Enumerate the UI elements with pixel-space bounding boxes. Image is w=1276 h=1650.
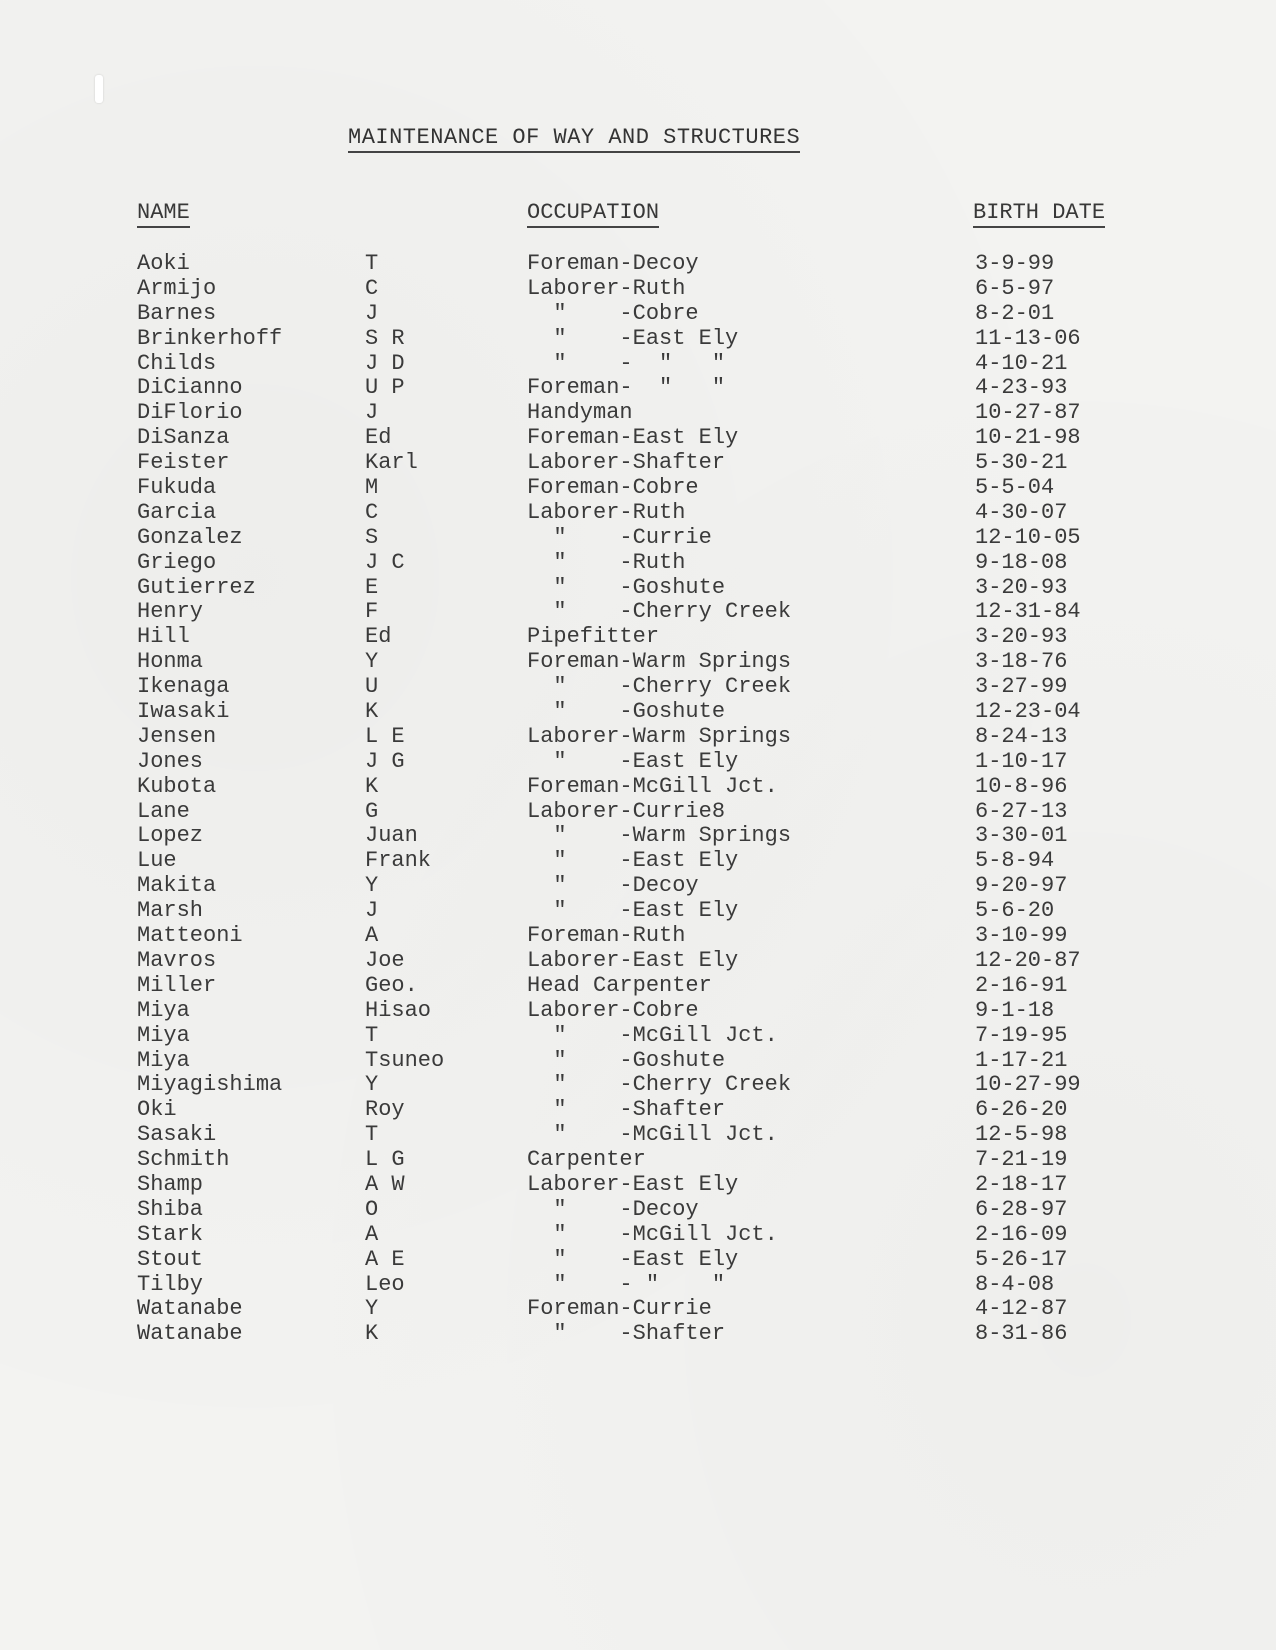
surname-cell: Griego xyxy=(137,549,217,575)
initial-cell: J xyxy=(365,300,379,326)
surname-cell: DiCianno xyxy=(137,375,243,401)
initial-cell: J D xyxy=(365,350,405,376)
occupation-cell: " -Shafter xyxy=(527,1321,726,1347)
table-row xyxy=(0,625,1276,650)
surname-cell: DiSanza xyxy=(137,425,230,451)
surname-cell: Lopez xyxy=(137,823,204,849)
initial-cell: A xyxy=(365,923,379,949)
birth-date-cell: 10-27-99 xyxy=(975,1072,1081,1098)
birth-date-cell: 4-30-07 xyxy=(975,499,1068,525)
table-row xyxy=(0,426,1276,451)
birth-date-cell: 2-16-09 xyxy=(975,1221,1068,1247)
birth-date-cell: 10-8-96 xyxy=(975,773,1068,799)
table-row xyxy=(0,376,1276,401)
occupation-cell: " -East Ely xyxy=(527,748,739,774)
birth-date-cell: 4-10-21 xyxy=(975,350,1068,376)
initial-cell: Frank xyxy=(365,848,432,874)
occupation-cell: " -McGill Jct. xyxy=(527,1022,778,1048)
table-row xyxy=(0,999,1276,1024)
initial-cell: Y xyxy=(365,873,379,899)
table-row xyxy=(0,302,1276,327)
birth-date-cell: 12-5-98 xyxy=(975,1122,1068,1148)
table-row xyxy=(0,1024,1276,1049)
surname-cell: Shamp xyxy=(137,1171,204,1197)
initial-cell: Ed xyxy=(365,425,392,451)
birth-date-cell: 2-18-17 xyxy=(975,1171,1068,1197)
occupation-cell: Head Carpenter xyxy=(527,972,712,998)
surname-cell: Stark xyxy=(137,1221,204,1247)
birth-date-cell: 1-10-17 xyxy=(975,748,1068,774)
table-row xyxy=(0,501,1276,526)
surname-cell: Marsh xyxy=(137,898,204,924)
surname-cell: Jones xyxy=(137,748,204,774)
table-row xyxy=(0,1148,1276,1173)
birth-date-cell: 9-1-18 xyxy=(975,997,1055,1023)
occupation-cell: " -Cherry Creek xyxy=(527,674,792,700)
birth-date-cell: 8-24-13 xyxy=(975,723,1068,749)
surname-cell: Lue xyxy=(137,848,177,874)
initial-cell: U P xyxy=(365,375,405,401)
surname-cell: Shiba xyxy=(137,1196,204,1222)
surname-cell: Tilby xyxy=(137,1271,204,1297)
table-row xyxy=(0,277,1276,302)
occupation-cell: " - " " xyxy=(527,350,726,376)
initial-cell: Ed xyxy=(365,624,392,650)
surname-cell: Kubota xyxy=(137,773,217,799)
table-row xyxy=(0,1248,1276,1273)
birth-date-cell: 3-20-93 xyxy=(975,624,1068,650)
surname-cell: Miya xyxy=(137,1047,190,1073)
surname-cell: Oki xyxy=(137,1097,177,1123)
initial-cell: C xyxy=(365,499,379,525)
birth-date-cell: 2-16-91 xyxy=(975,972,1068,998)
surname-cell: Childs xyxy=(137,350,217,376)
table-row xyxy=(0,401,1276,426)
initial-cell: Y xyxy=(365,1072,379,1098)
occupation-cell: " -Decoy xyxy=(527,1196,699,1222)
occupation-cell: Foreman-Cobre xyxy=(527,475,699,501)
paper-mark xyxy=(95,75,103,103)
employee-list xyxy=(0,252,1276,1347)
table-row xyxy=(0,725,1276,750)
initial-cell: U xyxy=(365,674,379,700)
occupation-cell: Laborer-Ruth xyxy=(527,499,686,525)
initial-cell: Y xyxy=(365,1296,379,1322)
surname-cell: Honma xyxy=(137,649,204,675)
initial-cell: Juan xyxy=(365,823,418,849)
occupation-cell: Foreman-Warm Springs xyxy=(527,649,792,675)
birth-date-cell: 1-17-21 xyxy=(975,1047,1068,1073)
column-header-name: NAME xyxy=(137,200,190,228)
table-row xyxy=(0,352,1276,377)
occupation-cell: Foreman-Decoy xyxy=(527,251,699,276)
surname-cell: Feister xyxy=(137,450,230,476)
birth-date-cell: 10-21-98 xyxy=(975,425,1081,451)
initial-cell: Y xyxy=(365,649,379,675)
initial-cell: K xyxy=(365,773,379,799)
initial-cell: T xyxy=(365,1022,379,1048)
surname-cell: Fukuda xyxy=(137,475,217,501)
surname-cell: Jensen xyxy=(137,723,217,749)
occupation-cell: Carpenter xyxy=(527,1147,646,1173)
table-row xyxy=(0,775,1276,800)
surname-cell: Schmith xyxy=(137,1147,230,1173)
occupation-cell: " -Ruth xyxy=(527,549,686,575)
occupation-cell: Laborer-Warm Springs xyxy=(527,723,792,749)
table-row xyxy=(0,252,1276,277)
table-row xyxy=(0,700,1276,725)
birth-date-cell: 6-27-13 xyxy=(975,798,1068,824)
initial-cell: T xyxy=(365,1122,379,1148)
initial-cell: K xyxy=(365,699,379,725)
birth-date-cell: 12-31-84 xyxy=(975,599,1081,625)
table-row xyxy=(0,1123,1276,1148)
occupation-cell: Foreman-East Ely xyxy=(527,425,739,451)
birth-date-cell: 11-13-06 xyxy=(975,325,1081,351)
table-row xyxy=(0,1098,1276,1123)
surname-cell: Gutierrez xyxy=(137,574,256,600)
table-row xyxy=(0,576,1276,601)
initial-cell: O xyxy=(365,1196,379,1222)
birth-date-cell: 10-27-87 xyxy=(975,400,1081,426)
occupation-cell: " -East Ely xyxy=(527,325,739,351)
surname-cell: Sasaki xyxy=(137,1122,217,1148)
table-row xyxy=(0,849,1276,874)
initial-cell: J xyxy=(365,400,379,426)
surname-cell: DiFlorio xyxy=(137,400,243,426)
table-row xyxy=(0,899,1276,924)
birth-date-cell: 9-18-08 xyxy=(975,549,1068,575)
initial-cell: G xyxy=(365,798,379,824)
surname-cell: Watanabe xyxy=(137,1296,243,1322)
birth-date-cell: 3-30-01 xyxy=(975,823,1068,849)
table-row xyxy=(0,974,1276,999)
occupation-cell: Laborer-Shafter xyxy=(527,450,726,476)
occupation-cell: " -Shafter xyxy=(527,1097,726,1123)
occupation-cell: " -Goshute xyxy=(527,699,726,725)
birth-date-cell: 5-30-21 xyxy=(975,450,1068,476)
occupation-cell: " - " " xyxy=(527,1271,726,1297)
surname-cell: Miyagishima xyxy=(137,1072,283,1098)
table-row xyxy=(0,924,1276,949)
initial-cell: Hisao xyxy=(365,997,432,1023)
occupation-cell: " -Currie xyxy=(527,524,712,550)
occupation-cell: " -Cherry Creek xyxy=(527,1072,792,1098)
surname-cell: Gonzalez xyxy=(137,524,243,550)
birth-date-cell: 5-5-04 xyxy=(975,475,1055,501)
column-header-birth-date: BIRTH DATE xyxy=(973,200,1105,228)
birth-date-cell: 6-28-97 xyxy=(975,1196,1068,1222)
occupation-cell: " -Goshute xyxy=(527,574,726,600)
initial-cell: S R xyxy=(365,325,405,351)
occupation-cell: Laborer-Ruth xyxy=(527,275,686,301)
occupation-cell: " -Decoy xyxy=(527,873,699,899)
surname-cell: Iwasaki xyxy=(137,699,230,725)
table-row xyxy=(0,1049,1276,1074)
birth-date-cell: 3-10-99 xyxy=(975,923,1068,949)
surname-cell: Lane xyxy=(137,798,190,824)
occupation-cell: " -Cobre xyxy=(527,300,699,326)
birth-date-cell: 8-4-08 xyxy=(975,1271,1055,1297)
initial-cell: Roy xyxy=(365,1097,405,1123)
surname-cell: Makita xyxy=(137,873,217,899)
occupation-cell: " -East Ely xyxy=(527,1246,739,1272)
table-row xyxy=(0,1273,1276,1298)
occupation-cell: " -McGill Jct. xyxy=(527,1122,778,1148)
initial-cell: Leo xyxy=(365,1271,405,1297)
table-row xyxy=(0,949,1276,974)
birth-date-cell: 5-26-17 xyxy=(975,1246,1068,1272)
initial-cell: J G xyxy=(365,748,405,774)
table-row xyxy=(0,526,1276,551)
column-header-occupation: OCCUPATION xyxy=(527,200,659,228)
table-row xyxy=(0,800,1276,825)
initial-cell: Karl xyxy=(365,450,418,476)
surname-cell: Matteoni xyxy=(137,923,243,949)
surname-cell: Miller xyxy=(137,972,217,998)
surname-cell: Brinkerhoff xyxy=(137,325,283,351)
occupation-cell: Handyman xyxy=(527,400,633,426)
initial-cell: K xyxy=(365,1321,379,1347)
initial-cell: J C xyxy=(365,549,405,575)
occupation-cell: " -McGill Jct. xyxy=(527,1221,778,1247)
birth-date-cell: 3-20-93 xyxy=(975,574,1068,600)
initial-cell: F xyxy=(365,599,379,625)
surname-cell: Armijo xyxy=(137,275,217,301)
initial-cell: J xyxy=(365,898,379,924)
initial-cell: Geo. xyxy=(365,972,418,998)
initial-cell: T xyxy=(365,251,379,276)
surname-cell: Barnes xyxy=(137,300,217,326)
page-title: MAINTENANCE OF WAY AND STRUCTURES xyxy=(348,125,800,153)
occupation-cell: Foreman-Currie xyxy=(527,1296,712,1322)
occupation-cell: Laborer-East Ely xyxy=(527,1171,739,1197)
table-row xyxy=(0,1322,1276,1347)
table-row xyxy=(0,750,1276,775)
birth-date-cell: 5-6-20 xyxy=(975,898,1055,924)
surname-cell: Watanabe xyxy=(137,1321,243,1347)
table-row xyxy=(0,1073,1276,1098)
table-row xyxy=(0,1173,1276,1198)
occupation-cell: Laborer-Cobre xyxy=(527,997,699,1023)
table-row xyxy=(0,327,1276,352)
occupation-cell: " -Cherry Creek xyxy=(527,599,792,625)
birth-date-cell: 3-18-76 xyxy=(975,649,1068,675)
table-row xyxy=(0,1223,1276,1248)
surname-cell: Stout xyxy=(137,1246,204,1272)
initial-cell: L G xyxy=(365,1147,405,1173)
birth-date-cell: 3-9-99 xyxy=(975,251,1055,276)
birth-date-cell: 7-19-95 xyxy=(975,1022,1068,1048)
table-row xyxy=(0,874,1276,899)
initial-cell: M xyxy=(365,475,379,501)
birth-date-cell: 6-5-97 xyxy=(975,275,1055,301)
table-row xyxy=(0,600,1276,625)
initial-cell: A E xyxy=(365,1246,405,1272)
occupation-cell: Laborer-East Ely xyxy=(527,947,739,973)
initial-cell: L E xyxy=(365,723,405,749)
birth-date-cell: 8-31-86 xyxy=(975,1321,1068,1347)
surname-cell: Miya xyxy=(137,997,190,1023)
surname-cell: Miya xyxy=(137,1022,190,1048)
surname-cell: Ikenaga xyxy=(137,674,230,700)
occupation-cell: " -Warm Springs xyxy=(527,823,792,849)
initial-cell: A W xyxy=(365,1171,405,1197)
table-row xyxy=(0,1198,1276,1223)
surname-cell: Garcia xyxy=(137,499,217,525)
birth-date-cell: 7-21-19 xyxy=(975,1147,1068,1173)
initial-cell: A xyxy=(365,1221,379,1247)
occupation-cell: Foreman-McGill Jct. xyxy=(527,773,778,799)
birth-date-cell: 12-23-04 xyxy=(975,699,1081,725)
occupation-cell: " -Goshute xyxy=(527,1047,726,1073)
birth-date-cell: 8-2-01 xyxy=(975,300,1055,326)
initial-cell: E xyxy=(365,574,379,600)
initial-cell: Joe xyxy=(365,947,405,973)
occupation-cell: Laborer-Currie8 xyxy=(527,798,726,824)
table-row xyxy=(0,451,1276,476)
table-row xyxy=(0,650,1276,675)
occupation-cell: " -East Ely xyxy=(527,898,739,924)
occupation-cell: Foreman-Ruth xyxy=(527,923,686,949)
birth-date-cell: 9-20-97 xyxy=(975,873,1068,899)
initial-cell: Tsuneo xyxy=(365,1047,445,1073)
birth-date-cell: 5-8-94 xyxy=(975,848,1055,874)
surname-cell: Henry xyxy=(137,599,204,625)
birth-date-cell: 12-20-87 xyxy=(975,947,1081,973)
occupation-cell: Foreman- " " xyxy=(527,375,726,401)
surname-cell: Hill xyxy=(137,624,190,650)
occupation-cell: " -East Ely xyxy=(527,848,739,874)
surname-cell: Aoki xyxy=(137,251,190,276)
surname-cell: Mavros xyxy=(137,947,217,973)
initial-cell: C xyxy=(365,275,379,301)
table-row xyxy=(0,1297,1276,1322)
birth-date-cell: 4-12-87 xyxy=(975,1296,1068,1322)
birth-date-cell: 6-26-20 xyxy=(975,1097,1068,1123)
birth-date-cell: 3-27-99 xyxy=(975,674,1068,700)
table-row xyxy=(0,551,1276,576)
table-row xyxy=(0,476,1276,501)
table-row xyxy=(0,675,1276,700)
birth-date-cell: 12-10-05 xyxy=(975,524,1081,550)
initial-cell: S xyxy=(365,524,379,550)
table-row xyxy=(0,824,1276,849)
birth-date-cell: 4-23-93 xyxy=(975,375,1068,401)
occupation-cell: Pipefitter xyxy=(527,624,660,650)
